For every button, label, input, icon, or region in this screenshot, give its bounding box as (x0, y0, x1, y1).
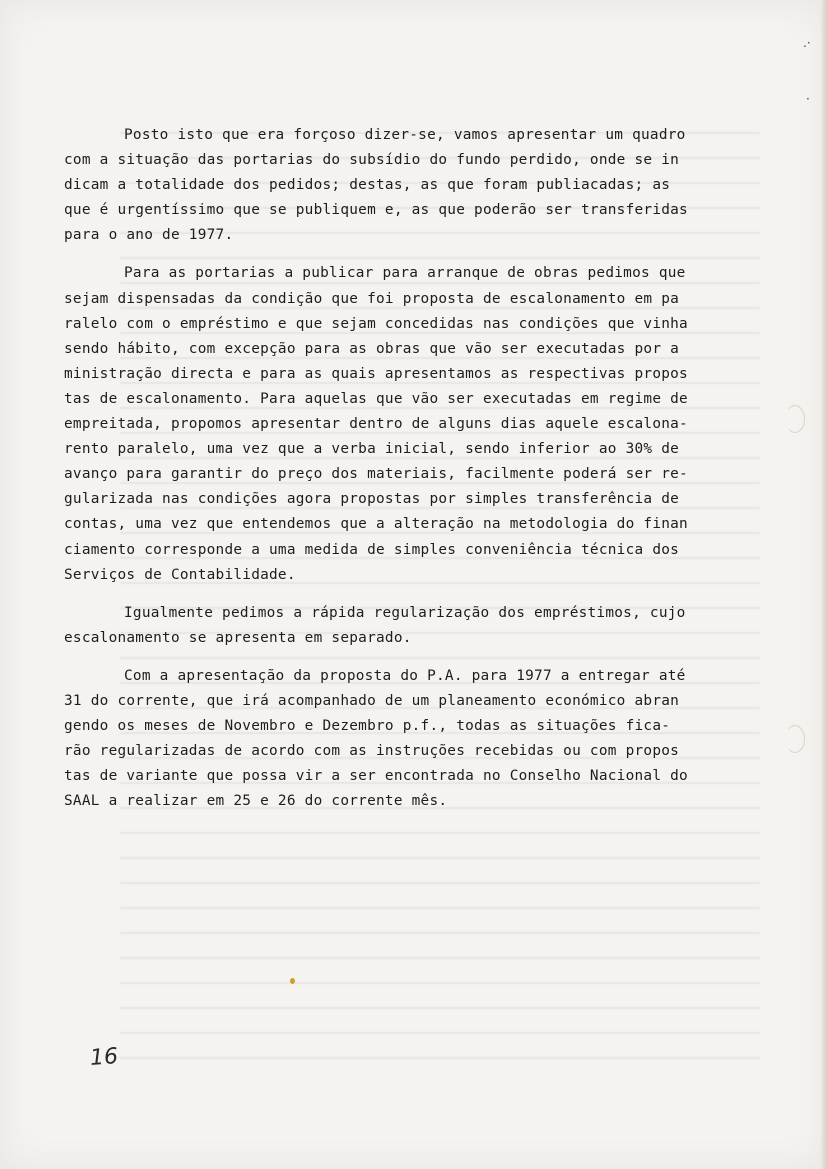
text-line: tas de variante que possa vir a ser encontrada no Conselho Nacional do (64, 768, 688, 785)
text-line: para o ano de 1977. (64, 227, 234, 244)
text-line: 31 do corrente, que irá acompanhado de um planeamento económico abran (64, 692, 680, 709)
text-line: empreitada, propomos apresentar dentro de alguns dias aquele escalona- (64, 416, 688, 433)
text-line: contas, uma vez que entendemos que a alteração na metodologia do finan (64, 516, 688, 533)
text-line: gularizada nas condições agora propostas por simples transferência de (64, 491, 680, 508)
stain-speck (290, 978, 295, 984)
page-edge (821, 0, 827, 1169)
document-body (64, 123, 774, 827)
text-line: dicam a totalidade dos pedidos; destas, as que foram publiacadas; as (64, 177, 671, 194)
text-line: que é urgentíssimo que se publiquem e, as que poderão ser transferidas (64, 202, 688, 219)
page-number: 16 (89, 1044, 119, 1071)
text-line: com a situação das portarias do subsídio do fundo perdido, onde se in (64, 152, 680, 169)
paragraph (64, 261, 774, 587)
text-line: ralelo com o empréstimo e que sejam concedidas nas condições que vinha (64, 315, 688, 332)
text-line: Serviços de Contabilidade. (64, 566, 296, 583)
text-line: sendo hábito, com excepção para as obras que vão ser executadas por a (64, 340, 680, 357)
text-line: rento paralelo, uma vez que a verba inicial, sendo inferior ao 30% de (64, 441, 680, 458)
paragraph (64, 601, 774, 651)
text-line: ministração directa e para as quais apresentamos as respectivas propos (64, 365, 688, 382)
text-line: avanço para garantir do preço dos materiais, facilmente poderá ser re- (64, 466, 688, 483)
text-line: ciamento corresponde a uma medida de simples conveniência técnica dos (64, 541, 680, 558)
text-line: Posto isto que era forçoso dizer-se, vamos apresentar um quadro (124, 127, 686, 143)
text-line: sejam dispensadas da condição que foi proposta de escalonamento em pa (64, 290, 680, 307)
text-line: Igualmente pedimos a rápida regularização dos empréstimos, cujo (124, 604, 686, 621)
paragraph (64, 123, 774, 248)
text-line: escalonamento se apresenta em separado. (64, 629, 412, 646)
text-line: Para as portarias a publicar para arranque de obras pedimos que (124, 265, 686, 282)
text-line: SAAL a realizar em 25 e 26 do corrente mês. (64, 793, 448, 810)
punch-hole-mark (785, 405, 805, 433)
text-line: rão regularizadas de acordo com as instruções recebidas ou com propos (64, 743, 680, 760)
text-line: tas de escalonamento. Para aquelas que vão ser executadas em regime de (64, 390, 688, 407)
text-line: gendo os meses de Novembro e Dezembro p.f., todas as situações fica- (64, 718, 671, 735)
corner-mark: .· (803, 36, 811, 50)
corner-mark: · (806, 92, 810, 106)
punch-hole-mark (785, 725, 805, 753)
paragraph (64, 664, 774, 815)
text-line: Com a apresentação da proposta do P.A. para 1977 a entregar até (124, 667, 686, 684)
